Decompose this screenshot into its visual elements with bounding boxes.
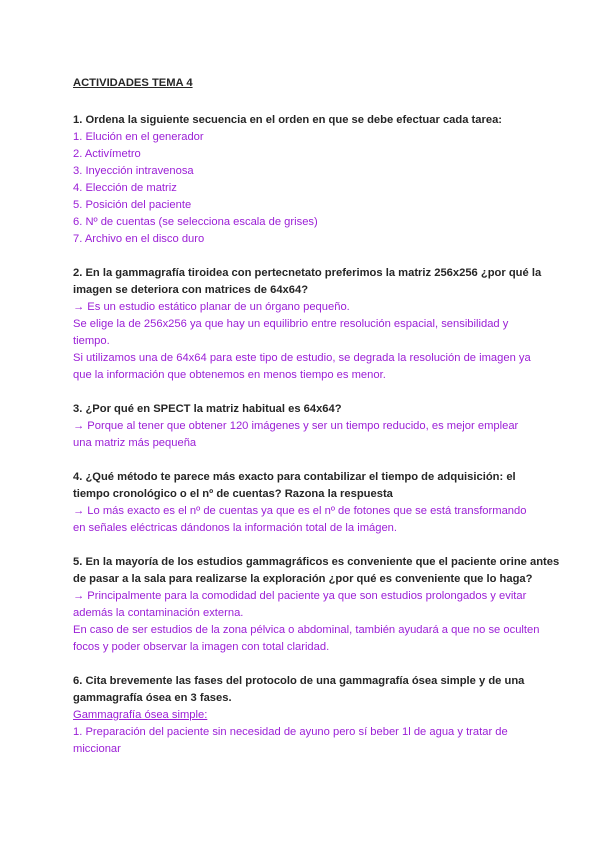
- answer-item: 2. Activímetro: [73, 148, 141, 160]
- answer-line: una matriz más pequeña: [73, 437, 197, 449]
- answer-line: Si utilizamos una de 64x64 para este tipo de estudio, se degrada la resolución de imagen ya: [73, 352, 531, 364]
- page-title: ACTIVIDADES TEMA 4: [73, 77, 193, 89]
- question-3: [73, 401, 543, 452]
- question-4-text: 4. ¿Qué método te parece más exacto para contabilizar el tiempo de adquisición: el: [73, 471, 516, 483]
- question-5: [73, 554, 560, 656]
- answer-line: tiempo.: [73, 335, 110, 347]
- answer-item: 4. Elección de matriz: [73, 182, 177, 194]
- answer-line: → Es un estudio estático planar de un órgano pequeño.: [73, 301, 350, 313]
- question-1: [73, 112, 543, 248]
- answer-line: Se elige la de 256x256 ya que hay un equilibrio entre resolución espacial, sensibilidad y: [73, 318, 509, 330]
- answer-item: 6. Nº de cuentas (se selecciona escala de grises): [73, 216, 318, 228]
- question-5-text: de pasar a la sala para realizarse la exploración ¿por qué es conveniente que lo haga?: [73, 573, 533, 585]
- question-2-text: 2. En la gammagrafía tiroidea con pertecnetato preferimos la matriz 256x256 ¿por qué la: [73, 267, 542, 279]
- question-4-text: tiempo cronológico o el nº de cuentas? Razona la respuesta: [73, 488, 393, 500]
- answer-item: 7. Archivo en el disco duro: [73, 233, 205, 245]
- answer-line: En caso de ser estudios de la zona pélvica o abdominal, también ayudará a que no se oculten: [73, 624, 540, 636]
- answer-line: en señales eléctricas dándonos la información total de la imágen.: [73, 522, 398, 534]
- answer-item: 1. Elución en el generador: [73, 131, 204, 143]
- question-4: [73, 469, 543, 537]
- answer-line: miccionar: [73, 743, 121, 755]
- answer-line: que la información que obtenemos en menos tiempo es menor.: [73, 369, 386, 381]
- answer-line: focos y poder observar la imagen con total claridad.: [73, 641, 330, 653]
- answer-line: → Principalmente para la comodidad del paciente ya que son estudios prolongados y evitar: [73, 590, 527, 602]
- question-5-text: 5. En la mayoría de los estudios gammagráficos es conveniente que el paciente orine antes: [73, 556, 560, 568]
- answer-line: → Porque al tener que obtener 120 imágenes y ser un tiempo reducido, es mejor emplear: [73, 420, 519, 432]
- answer-item: 3. Inyección intravenosa: [73, 165, 194, 177]
- question-6-text: 6. Cita brevemente las fases del protocolo de una gammagrafía ósea simple y de una: [73, 675, 525, 687]
- answer-subheading: Gammagrafía ósea simple:: [73, 709, 208, 721]
- question-3-text: 3. ¿Por qué en SPECT la matriz habitual es 64x64?: [73, 403, 342, 415]
- document-content: [73, 75, 560, 775]
- answer-item: 5. Posición del paciente: [73, 199, 192, 211]
- question-2-text: imagen se deteriora con matrices de 64x64?: [73, 284, 309, 296]
- answer-line: 1. Preparación del paciente sin necesidad de ayuno pero sí beber 1l de agua y tratar de: [73, 726, 508, 738]
- question-1-text: 1. Ordena la siguiente secuencia en el orden en que se debe efectuar cada tarea:: [73, 114, 503, 126]
- question-2: [73, 265, 543, 384]
- answer-line: → Lo más exacto es el nº de cuentas ya que es el nº de fotones que se está transformando: [73, 505, 527, 517]
- answer-line: además la contaminación externa.: [73, 607, 244, 619]
- question-6: [73, 673, 543, 758]
- question-6-text: gammagrafía ósea en 3 fases.: [73, 692, 232, 704]
